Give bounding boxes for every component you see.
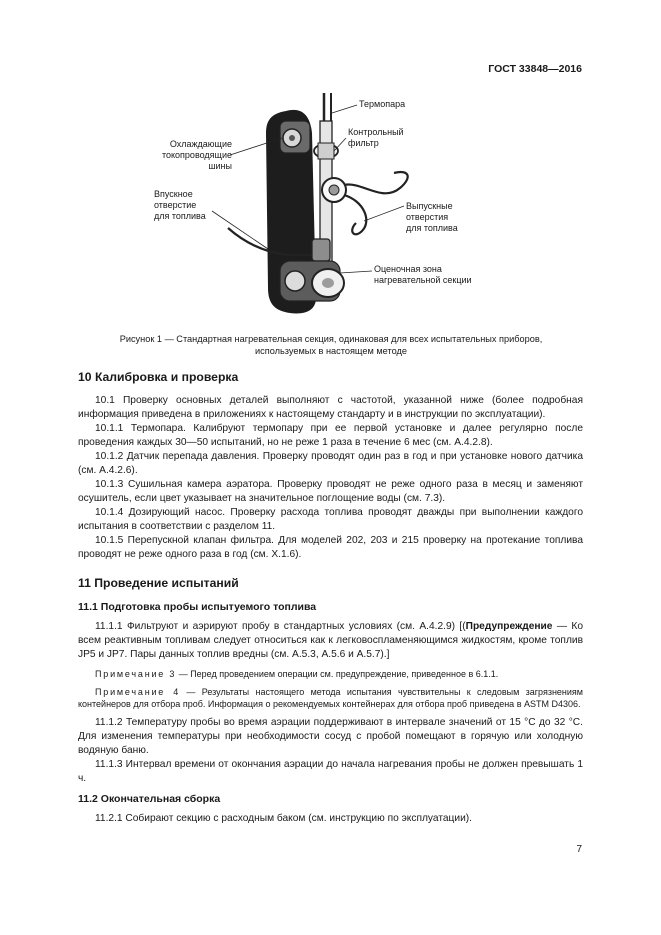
- main-text: [78, 370, 583, 826]
- figure-caption: [80, 333, 582, 357]
- label-control-filter-line1: Контрольный: [348, 127, 404, 137]
- paragraph-10-1-3: 10.1.3 Сушильная камера аэратора. Проверку проводят не реже одного раза в месяц и заменяют осушитель, если цвет указывает на значительное поглощение воды (см. 7.3).: [78, 479, 583, 504]
- subsection-11-2-title: 11.2 Окончательная сборка: [78, 793, 221, 805]
- label-control-filter-line2: фильтр: [348, 138, 379, 148]
- paragraph-11-2-1: 11.2.1 Собирают секцию с расходным баком (см. инструкцию по эксплуатации).: [95, 813, 472, 824]
- paragraph-11-1-1-start: 11.1.1 Фильтруют и аэрируют пробу в стандартных условиях (см. А.4.2.9) [(: [95, 621, 466, 632]
- label-outlets: [406, 201, 458, 234]
- page-number: 7: [576, 844, 582, 855]
- label-outlets-line3: для топлива: [406, 223, 458, 233]
- paragraph-10-1-4: 10.1.4 Дозирующий насос. Проверку расхода топлива проводят дважды при выполнении каждого испытания в соответствии с разделом 11.: [78, 507, 583, 532]
- note-4-label: Примечание 4: [95, 687, 181, 697]
- label-outlets-line1: Выпускные: [406, 201, 453, 211]
- label-busbars-line3: шины: [208, 161, 232, 171]
- section-11-title: 11 Проведение испытаний: [78, 576, 239, 590]
- figure-caption-line1: Рисунок 1 — Стандартная нагревательная секция, одинаковая для всех испытательных приборов,: [119, 334, 543, 344]
- paragraph-10-1-5: 10.1.5 Перепускной клапан фильтра. Для моделей 202, 203 и 215 проверку на протекание топлива проводят не реже одного раза в год (см. X.1.6).: [78, 535, 583, 560]
- label-outlets-line2: отверстия: [406, 212, 449, 222]
- paragraph-11-1-1-end: — Ко всем реактивным топливам следует относиться как к легковоспламеняющимся жидкостям, кроме топлив JP5 и JP7. Пары данных топлив вредны (см. А.5.3, А.5.6 и А.5.7).]: [78, 621, 584, 660]
- figure-heating-section: [150, 93, 510, 323]
- label-inlet-line3: для топлива: [154, 211, 206, 221]
- paragraph-10-1-2: 10.1.2 Датчик перепада давления. Проверку проводят один раз в год и при установке нового датчика (см. А.4.2.6).: [78, 451, 583, 476]
- label-inlet-line1: Впускное: [154, 189, 193, 199]
- paragraph-11-1-1: [78, 620, 583, 662]
- label-zone-line2: нагревательной секции: [374, 275, 472, 285]
- subsection-11-1-title: 11.1 Подготовка пробы испытуемого топлива: [78, 601, 317, 613]
- label-inlet-line2: отверстие: [154, 200, 197, 210]
- note-3: [78, 668, 583, 680]
- note-3-label: Примечание 3: [95, 669, 177, 679]
- note-3-text: — Перед проведением операции см. предупреждение, приведенное в 6.1.1.: [176, 669, 499, 679]
- label-busbars: [150, 139, 232, 172]
- note-4: [78, 686, 583, 710]
- label-control-filter: [348, 127, 404, 149]
- paragraph-10-1: 10.1 Проверку основных деталей выполняют с частотой, указанной ниже (более подробная информация приведена в приложениях к настоящему стандарту и в инструкции по эксплуатации).: [78, 395, 583, 420]
- label-thermocouple: Термопара: [359, 99, 406, 109]
- paragraph-10-1-1: 10.1.1 Термопара. Калибруют термопару при ее первой установке и далее регулярно после проведения каждых 30—50 испытаний, но не реже 1 раза в течение 6 мес (см. А.4.2.8).: [78, 423, 583, 448]
- label-evaluation-zone: [374, 264, 472, 286]
- paragraph-11-1-2: 11.1.2 Температуру пробы во время аэрации поддерживают в интервале значений от 15 °С до 32 °С. Для изменения температуры при необходимости сосуд с пробой помещают в горячую или холодную водяную баню.: [78, 717, 583, 756]
- paragraph-11-1-3: 11.1.3 Интервал времени от окончания аэрации до начала нагревания пробы не должен превышать 1 ч.: [78, 759, 583, 784]
- section-10-title: 10 Калибровка и проверка: [78, 370, 239, 384]
- note-4-text: — Результаты настоящего метода испытания чувствительны к следовым загрязнениям контейнеров для отбора проб. Информация о рекомендуемых контейнерах для отбора проб приведена в ASTM D4306.: [78, 687, 583, 709]
- figure-caption-line2: используемых в настоящем методе: [255, 346, 407, 356]
- warning-label: Предупреждение: [465, 621, 553, 632]
- standard-header: ГОСТ 33848—2016: [488, 63, 582, 75]
- label-busbars-line2: токопроводящие: [161, 150, 232, 160]
- label-zone-line1: Оценочная зона: [374, 264, 442, 274]
- label-busbars-line1: Охлаждающие: [169, 139, 232, 149]
- label-inlet: [154, 189, 206, 222]
